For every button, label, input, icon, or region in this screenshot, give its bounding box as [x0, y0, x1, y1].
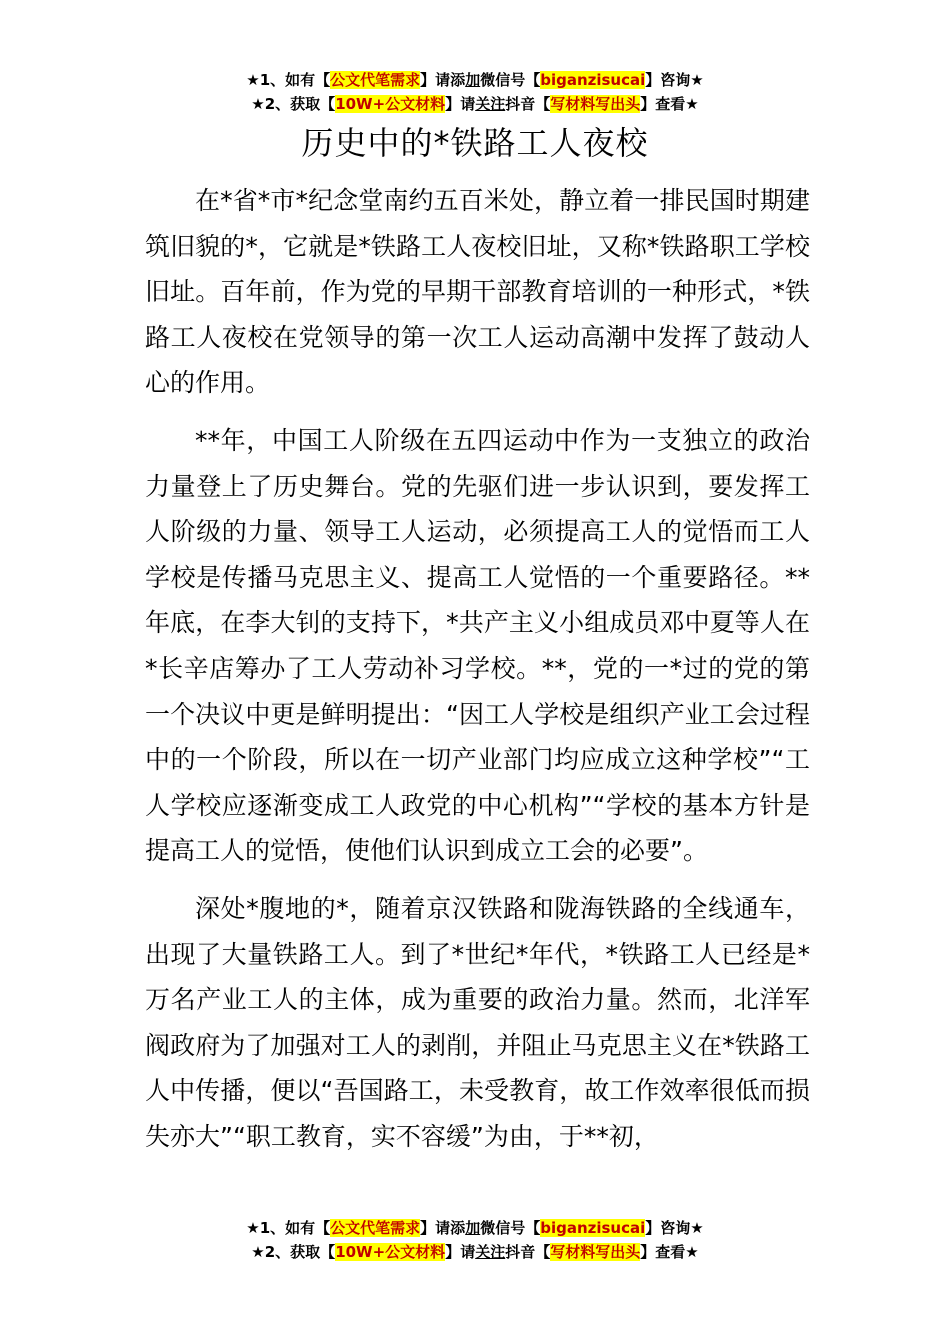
paragraph: 深处*腹地的*，随着京汉铁路和陇海铁路的全线通车，出现了大量铁路工人。到了*世纪*年代，*铁路工人已经是*万名产业工人的主体，成为重要的政治力量。然而，北洋军阀政府为了加强对工人的剥削，并阻止马克思主义在*铁路工人中传播，便以“吾国路工，未受教育，故工作效率很低而损失亦大”“职工教育，实不容缓”为由，于**初， [145, 893, 810, 1151]
banner-underlined: 加 [465, 1219, 481, 1237]
banner-highlight-wechat-id: biganzisucai [540, 71, 646, 89]
header-banner [0, 68, 950, 116]
banner-highlight-douyin: 写材料写出头 [550, 95, 641, 113]
banner-text: 】查看★ [640, 1243, 699, 1261]
banner-line-2 [0, 92, 950, 116]
banner-highlight: 公文代笔需求 [330, 71, 421, 89]
banner-text: ★2、获取【 [251, 95, 336, 113]
banner-text: ★1、如有【 [246, 71, 331, 89]
banner-text: 抖音【 [505, 1243, 551, 1261]
banner-line-2 [0, 1240, 950, 1264]
banner-highlight-douyin: 写材料写出头 [550, 1243, 641, 1261]
banner-highlight: 10W+公文材料 [335, 95, 446, 113]
banner-text: 抖音【 [505, 95, 551, 113]
banner-text: 】咨询★ [645, 1219, 704, 1237]
banner-text: 】咨询★ [645, 71, 704, 89]
banner-underlined: 加 [465, 71, 481, 89]
banner-text: 】请添 [420, 71, 466, 89]
banner-text: 微信号【 [480, 1219, 541, 1237]
banner-text: 】请添 [420, 1219, 466, 1237]
banner-highlight: 公文代笔需求 [330, 1219, 421, 1237]
banner-highlight-wechat-id: biganzisucai [540, 1219, 646, 1237]
banner-line-1 [0, 1216, 950, 1240]
banner-underlined: 关注 [475, 1243, 506, 1261]
footer-banner [0, 1216, 950, 1264]
paragraph: **年，中国工人阶级在五四运动中作为一支独立的政治力量登上了历史舞台。党的先驱们进一步认识到，要发挥工人阶级的力量、领导工人运动，必须提高工人的觉悟而工人学校是传播马克思主义、提高工人觉悟的一个重要路径。**年底，在李大钊的支持下，*共产主义小组成员邓中夏等人在*长辛店筹办了工人劳动补习学校。**，党的一*过的党的第一个决议中更是鲜明提出：“因工人学校是组织产业工会过程中的一个阶段，所以在一切产业部门均应成立这种学校”“工人学校应逐渐变成工人政党的中心机构”“学校的基本方针是提高工人的觉悟，使他们认识到成立工会的必要”。 [145, 425, 810, 866]
banner-line-1 [0, 68, 950, 92]
paragraph: 在*省*市*纪念堂南约五百米处，静立着一排民国时期建筑旧貌的*，它就是*铁路工人夜校旧址，又称*铁路职工学校旧址。百年前，作为党的早期干部教育培训的一种形式，*铁路工人夜校在党领导的第一次工人运动高潮中发挥了鼓动人心的作用。 [145, 186, 810, 398]
banner-text: ★1、如有【 [246, 1219, 331, 1237]
banner-highlight: 10W+公文材料 [335, 1243, 446, 1261]
banner-text: 微信号【 [480, 71, 541, 89]
banner-text: ★2、获取【 [251, 1243, 336, 1261]
document-title: 历史中的*铁路工人夜校 [301, 124, 649, 162]
banner-text: 】请 [445, 95, 476, 113]
banner-text: 】查看★ [640, 95, 699, 113]
document-body [145, 178, 810, 1171]
banner-underlined: 关注 [475, 95, 506, 113]
banner-text: 】请 [445, 1243, 476, 1261]
